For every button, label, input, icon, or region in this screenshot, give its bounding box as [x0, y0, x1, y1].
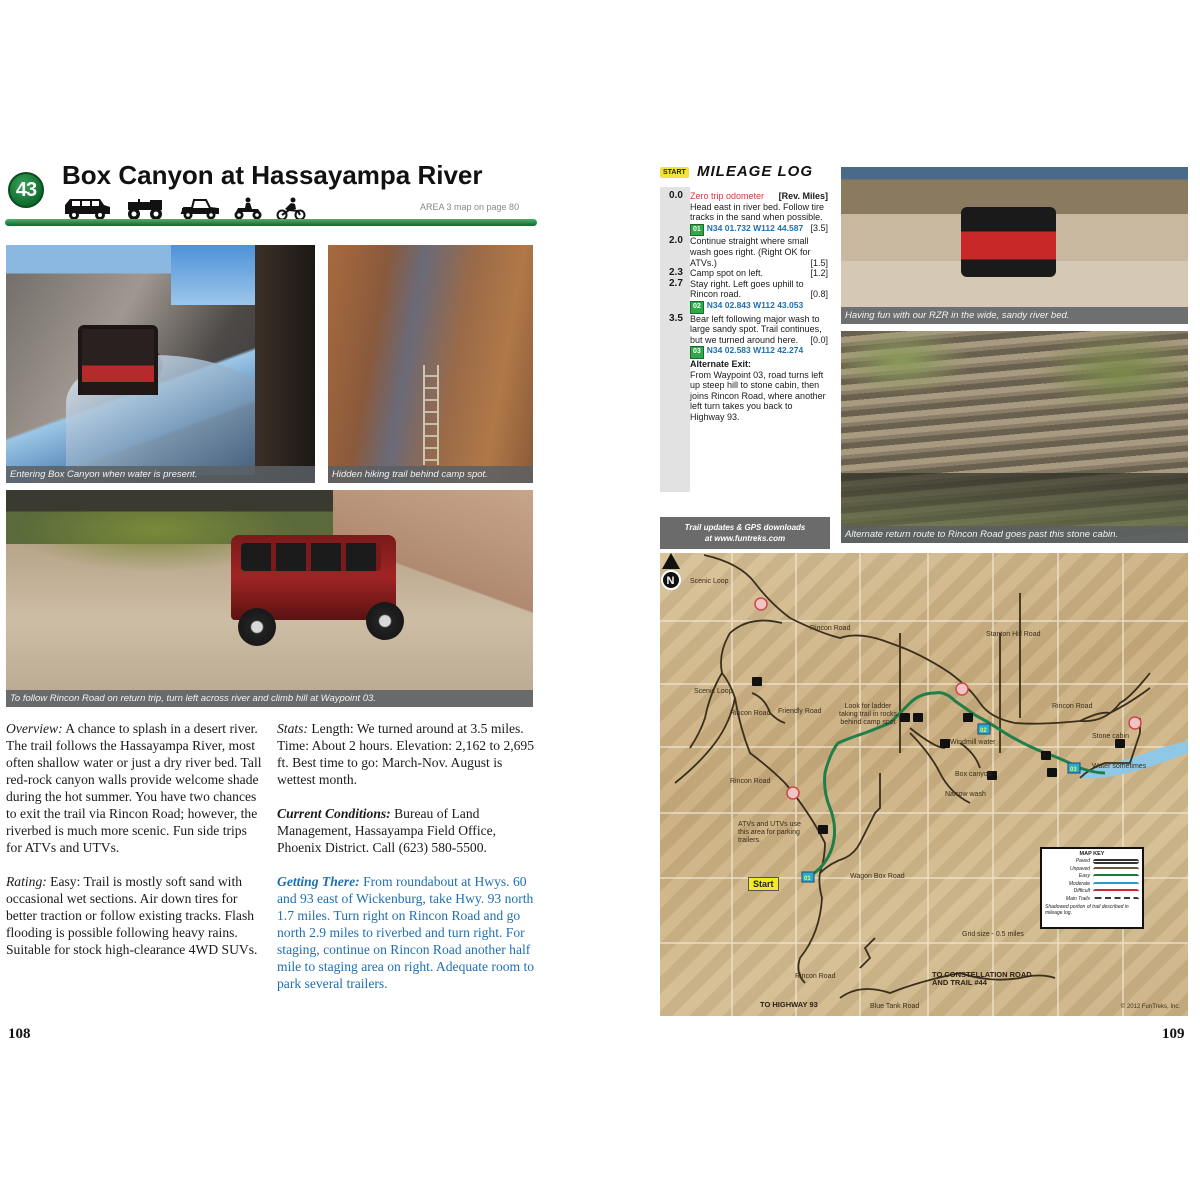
- log-text: Continue straight where small wash goes right. (Right OK for ATVs.): [690, 236, 811, 268]
- log-entry: [660, 236, 830, 268]
- log-lead: Zero trip odometer: [690, 191, 765, 201]
- map-label: Stone cabin: [1092, 733, 1129, 740]
- map-label: Look for ladder taking trail in rocks behind camp spot: [839, 703, 897, 726]
- log-rev: [1.2]: [810, 268, 828, 279]
- rating-label: Rating:: [6, 874, 47, 889]
- map-label: Friendly Road: [778, 708, 822, 715]
- map-label: Box canyon: [955, 771, 992, 778]
- map-copyright: © 2012 FunTreks, Inc.: [1120, 1004, 1180, 1010]
- start-marker: Start: [748, 877, 779, 891]
- map-label: TO CONSTELLATION ROAD AND TRAIL #44: [932, 970, 1032, 987]
- getting-there-label: Getting There:: [277, 874, 360, 889]
- atv-icon: [232, 197, 264, 221]
- photo-caption: Alternate return route to Rincon Road goes past this stone cabin.: [841, 526, 1188, 543]
- trail-map: [660, 553, 1188, 1016]
- log-mile: 0.0: [669, 190, 683, 201]
- photo-caption: Entering Box Canyon when water is present.: [6, 466, 315, 483]
- log-mile: 2.7: [669, 277, 683, 289]
- conditions-text: Bureau of Land Management, Hassayampa Field Office, Phoenix District. Call (623) 580-5500.: [277, 806, 497, 855]
- legend-row: Paved: [1045, 858, 1139, 866]
- map-label: Wagon Box Road: [850, 873, 905, 880]
- log-rev: [0.8]: [810, 289, 828, 300]
- photo-hidden-trail: [328, 245, 533, 483]
- map-label: ATVs and UTVs use this area for parking trailers.: [738, 821, 801, 844]
- trail-number-badge: 43: [8, 172, 44, 208]
- photo-wheel: [238, 608, 276, 646]
- log-entry: [660, 279, 830, 314]
- photo-rzr: [961, 207, 1056, 277]
- waypoint-badge: 02: [690, 301, 704, 314]
- title-divider: [5, 219, 537, 226]
- legend-row: Moderate: [1045, 881, 1139, 889]
- north-arrow-icon: [660, 553, 682, 593]
- right-text-column: [277, 720, 535, 1009]
- legend-note: Shadowed portion of trail described in mileage log.: [1045, 904, 1129, 916]
- alternate-exit-text: From Waypoint 03, road turns left up steep hill to stone cabin, then joins Rincon Road, where another left turn takes you back to Highway 93.: [690, 369, 826, 422]
- svg-text:02: 02: [980, 728, 987, 734]
- photo-utv: [78, 325, 158, 395]
- log-rev-header: [Rev. Miles]: [778, 191, 828, 201]
- map-legend: [1040, 847, 1144, 929]
- log-text: Head east in river bed. Follow tire tracks in the sand when possible.: [690, 201, 825, 223]
- map-label: Rincon Road: [810, 625, 851, 632]
- trail-title: Box Canyon at Hassayampa River: [62, 160, 483, 190]
- log-text: Bear left following major wash to large sandy spot. Trail continues, but we turned around here.: [690, 313, 822, 345]
- log-mile: 2.0: [669, 235, 683, 247]
- waypoint-badge: 03: [690, 346, 704, 359]
- photo-ladder: [423, 365, 439, 465]
- map-label: Rincon Road: [795, 973, 836, 980]
- page-number-right: 109: [1162, 1026, 1185, 1042]
- overview-paragraph: [6, 720, 264, 856]
- grid-size-note: Grid size - 0.5 miles: [962, 931, 1024, 938]
- log-entry: [660, 314, 830, 423]
- map-label: Rincon Road: [730, 710, 771, 717]
- photo-cliff: [255, 245, 315, 483]
- mileage-log: [660, 165, 830, 550]
- map-label: Narrow wash: [945, 791, 986, 798]
- getting-there-text: From roundabout at Hwys. 60 and 93 east of Wickenburg, take Hwy. 93 north 1.7 miles. Turn right on Rincon Road and go north 2.9 miles to riverbed and turn right. For staging, continue on Rincon Road another half mile to staging area on right. Adequate room to park several trailers.: [277, 874, 535, 991]
- log-entry: [660, 268, 830, 279]
- map-label: Blue Tank Road: [870, 1003, 920, 1010]
- photo-jeep-rincon: [6, 490, 533, 707]
- photo-rzr-river-bed: [841, 167, 1188, 324]
- jeep-icon: [124, 197, 166, 221]
- photo-wheel: [366, 602, 404, 640]
- rating-paragraph: [6, 873, 264, 958]
- stats-text: Length: We turned around at 3.5 miles. Time: About 2 hours. Elevation: 2,162 to 2,695 ft. Best time to go: March-Nov. August is wettest month.: [277, 721, 535, 787]
- vehicle-suitability-icons: [62, 195, 306, 221]
- svg-text:03: 03: [1070, 767, 1077, 773]
- getting-there-paragraph: [277, 873, 535, 992]
- dirt-bike-icon: [276, 197, 306, 221]
- waypoint-badge: 01: [690, 224, 704, 237]
- map-label: Rincon Road: [1052, 703, 1093, 710]
- map-label: Stanton Hill Road: [986, 631, 1041, 638]
- map-label: Rincon Road: [730, 778, 771, 785]
- log-mile: 2.3: [669, 267, 683, 279]
- waypoint: [690, 300, 828, 314]
- log-text: Camp spot on left.: [690, 268, 764, 279]
- utv-icon: [178, 197, 220, 221]
- page-number-left: 108: [8, 1026, 31, 1042]
- map-label: TO HIGHWAY 93: [760, 1000, 818, 1009]
- overview-label: Overview:: [6, 721, 63, 736]
- legend-row: Difficult: [1045, 888, 1139, 896]
- trail-updates-banner[interactable]: [660, 517, 830, 549]
- mileage-log-entries: [660, 191, 830, 422]
- log-entry: [660, 191, 830, 236]
- log-rev: [3.5]: [810, 222, 828, 233]
- waypoint-coords: N34 02.843 W112 43.053: [706, 299, 804, 310]
- log-text: Stay right. Left goes uphill to Rincon road.: [690, 278, 804, 300]
- left-text-column: [6, 720, 264, 975]
- map-label: Windmill water: [950, 739, 996, 746]
- stats-paragraph: [277, 720, 535, 788]
- waypoint-coords: N34 02.583 W112 42.274: [706, 345, 804, 356]
- suv-icon: [62, 197, 112, 221]
- stats-label: Stats:: [277, 721, 308, 736]
- conditions-label: Current Conditions:: [277, 806, 391, 821]
- alternate-exit-label: Alternate Exit:: [690, 358, 752, 369]
- map-label: Scenic Loop: [694, 688, 733, 695]
- svg-text:N: N: [666, 575, 675, 587]
- photo-box-canyon-water: [6, 245, 315, 483]
- waypoint: [690, 223, 828, 237]
- map-label: Scenic Loop: [690, 578, 729, 585]
- legend-row: Easy: [1045, 873, 1139, 881]
- banner-line-2[interactable]: at www.funtreks.com: [704, 534, 786, 543]
- overview-text: A chance to splash in a desert river. The trail follows the Hassayampa River, most often shallow water or just a dry river bed. Tall red-rock canyon walls provide welcome shade during the hot summer. You have two chances to exit the trail via Rincon Road; however, the riverbed is much more scenic. Fun side trips for ATVs and UTVs.: [6, 721, 262, 855]
- waypoint: [690, 345, 828, 359]
- svg-text:01: 01: [804, 876, 811, 882]
- photo-stone-cabin: [841, 331, 1188, 543]
- log-rev: [0.0]: [810, 334, 828, 345]
- mileage-log-title: MILEAGE LOG: [697, 163, 813, 180]
- photo-caption: To follow Rincon Road on return trip, turn left across river and climb hill at Waypoint 03.: [6, 690, 533, 707]
- legend-title: MAP KEY: [1079, 851, 1105, 857]
- start-tag: START: [660, 167, 689, 178]
- legend-row: Main Trails: [1045, 896, 1139, 904]
- area-map-reference: AREA 3 map on page 80: [420, 202, 520, 212]
- legend-row: Unpaved: [1045, 866, 1139, 874]
- waypoint-coords: N34 01.732 W112 44.587: [706, 222, 804, 233]
- photo-caption: Having fun with our RZR in the wide, sandy river bed.: [841, 307, 1188, 324]
- banner-line-1: Trail updates & GPS downloads: [684, 523, 806, 532]
- log-mile: 3.5: [669, 312, 683, 324]
- photo-caption: Hidden hiking trail behind camp spot.: [328, 466, 533, 483]
- conditions-paragraph: [277, 805, 535, 856]
- log-rev: [1.5]: [810, 257, 828, 268]
- photo-brush: [841, 331, 1188, 421]
- rating-text: Easy: Trail is mostly soft sand with occasional wet sections. Air down tires for better traction or follow existing tracks. Flash flooding is possible following heavy rains. Suitable for stock high-clearance 4WD SUVs.: [6, 874, 258, 957]
- map-label: Water sometimes: [1092, 763, 1147, 770]
